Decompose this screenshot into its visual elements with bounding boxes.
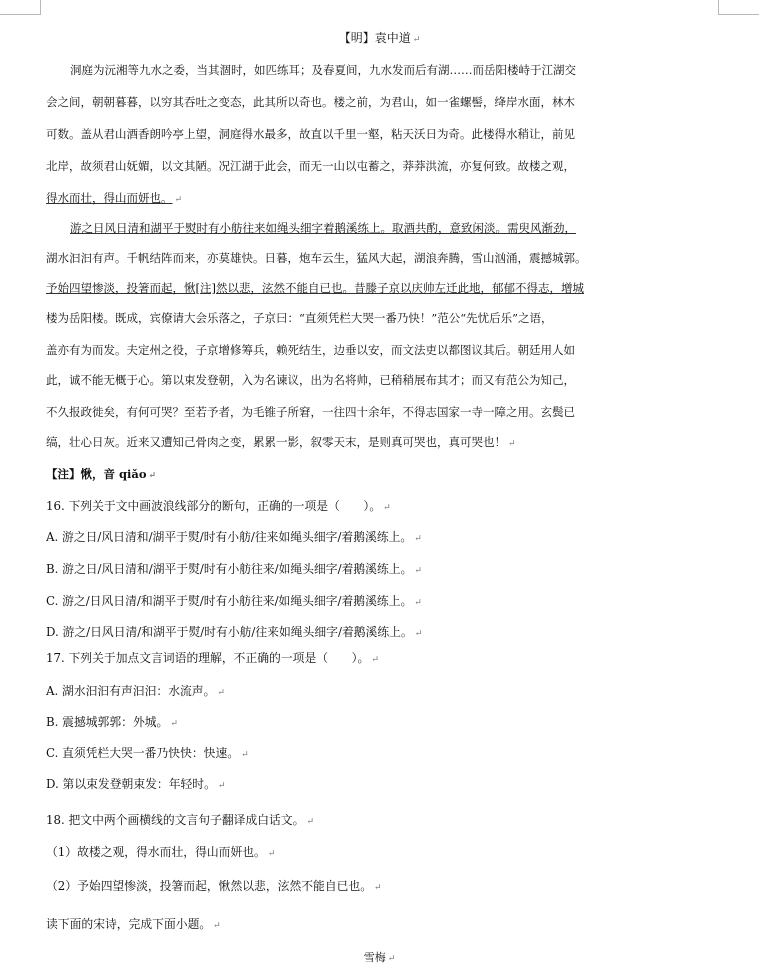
- p2-line-6: 此，诚不能无概于心。第以束发登朝，入为名谏议，出为名将帅，已稍稍展布其才；而又有范公为知己，: [46, 373, 575, 387]
- page-corner-mark-right: [718, 0, 759, 15]
- p2-line-8: 缟，壮心日灰。近来又遭知己骨肉之变，累累一影，叙零天末，是则真可哭也，真可哭也！ ↵: [46, 435, 516, 449]
- q17-option-d: D. 第以束发登朝束发：年轻时。 ↵: [46, 777, 226, 791]
- p1-line-4: 北岸，故须君山妩媚，以文其陋。况江湖于此会，而无一山以屯蓄之，莽莽洪流，亦复何致。故楼之观，: [46, 159, 575, 173]
- annotation-note: 【注】愀，音 qiǎo ↵: [46, 467, 157, 481]
- p2-line-4: 楼为岳阳楼。既成，宾僚请大会乐落之，子京曰：“直须凭栏大哭一番乃快！”范公“先忧后乐”之语，: [46, 311, 553, 325]
- q18-item-1: （1）故楼之观，得水而壮，得山而妍也。 ↵: [46, 845, 276, 859]
- p2-line-1: 游之日风日清和湖平于熨时有小舫往来如绳头细字着鹅溪练上。取酒共酌，意致闲淡。需臾风渐劲，: [70, 221, 576, 235]
- p2-line-5: 盖亦有为而发。夫定州之役，子京增修筹兵，赖死结生，边垂以安，而文法吏以都图议其后。朝廷用人如: [46, 343, 575, 357]
- passage-author: 【明】袁中道 ↵: [338, 31, 421, 45]
- p2-line-7: 不久报政徙矣，有何可哭？至若予者，为毛锥子所窘，一往四十余年，不得志国家一寺一障之用。玄鬓已: [46, 405, 575, 419]
- q16-option-c: C. 游之/日风日清/和湖平于熨/时有小舫往来/如绳头细字/着鹅溪练上。 ↵: [46, 594, 422, 608]
- q17-option-a: A. 湖水汩汩有声汩汩：水流声。 ↵: [46, 684, 225, 698]
- q16-option-b: B. 游之日/风日清和/湖平于熨/时有小舫往来/如绳头细字/着鹅溪练上。 ↵: [46, 562, 422, 576]
- q18-stem: 18. 把文中两个画横线的文言句子翻译成白话文。 ↵: [46, 813, 314, 827]
- p2-line-2: 湖水汩汩有声。千帆结阵而来，亦莫雄快。日暮，炮车云生，猛风大起，湖浪奔腾，雪山汹涌，震撼城郭。: [46, 251, 587, 265]
- p1-line-1: 洞庭为沅湘等九水之委，当其涸时，如匹练耳；及春夏间，九水发而后有湖……而岳阳楼峙于江湖交: [70, 63, 576, 77]
- q18-item-2: （2）予始四望惨淡，投箸而起，愀然以悲，泫然不能自已也。 ↵: [46, 879, 382, 893]
- p1-line-5: 得水而壮，得山而妍也。 ↵: [46, 191, 183, 205]
- q16-option-d: D. 游之/日风日清/和湖平于熨/时有小舫/往来如绳头细字/着鹅溪练上。 ↵: [46, 625, 423, 639]
- q16-option-a: A. 游之日/风日清和/湖平于熨/时有小舫/往来如绳头细字/着鹅溪练上。 ↵: [46, 530, 422, 544]
- next-section-instruction: 读下面的宋诗，完成下面小题。 ↵: [46, 917, 221, 931]
- q17-stem: 17. 下列关于加点文言词语的理解，不正确的一项是（ ）。 ↵: [46, 651, 379, 665]
- q16-stem: 16. 下列关于文中画波浪线部分的断句，正确的一项是（ ）。 ↵: [46, 499, 391, 513]
- p1-line-3: 可数。盖从君山酒香朗吟亭上望，洞庭得水最多，故直以千里一壑，粘天沃日为奇。此楼得水稍让，前见: [46, 127, 575, 141]
- p2-line-3: 予始四望惨淡，投箸而起，愀[注]然以悲，泫然不能自已也。昔滕子京以庆帅左迁此地，郁郁不得志，增城: [46, 281, 584, 295]
- q17-option-b: B. 震撼城郭郭：外城。 ↵: [46, 715, 178, 729]
- page-corner-mark-left: [0, 0, 41, 15]
- q17-option-c: C. 直须凭栏大哭一番乃快快：快速。 ↵: [46, 746, 249, 760]
- poem-title: 雪梅 ↵: [363, 951, 396, 964]
- p1-line-2: 会之间，朝朝暮暮，以穷其吞吐之变态，此其所以奇也。楼之前，为君山，如一雀螺髻，绛岸水面，林木: [46, 95, 575, 109]
